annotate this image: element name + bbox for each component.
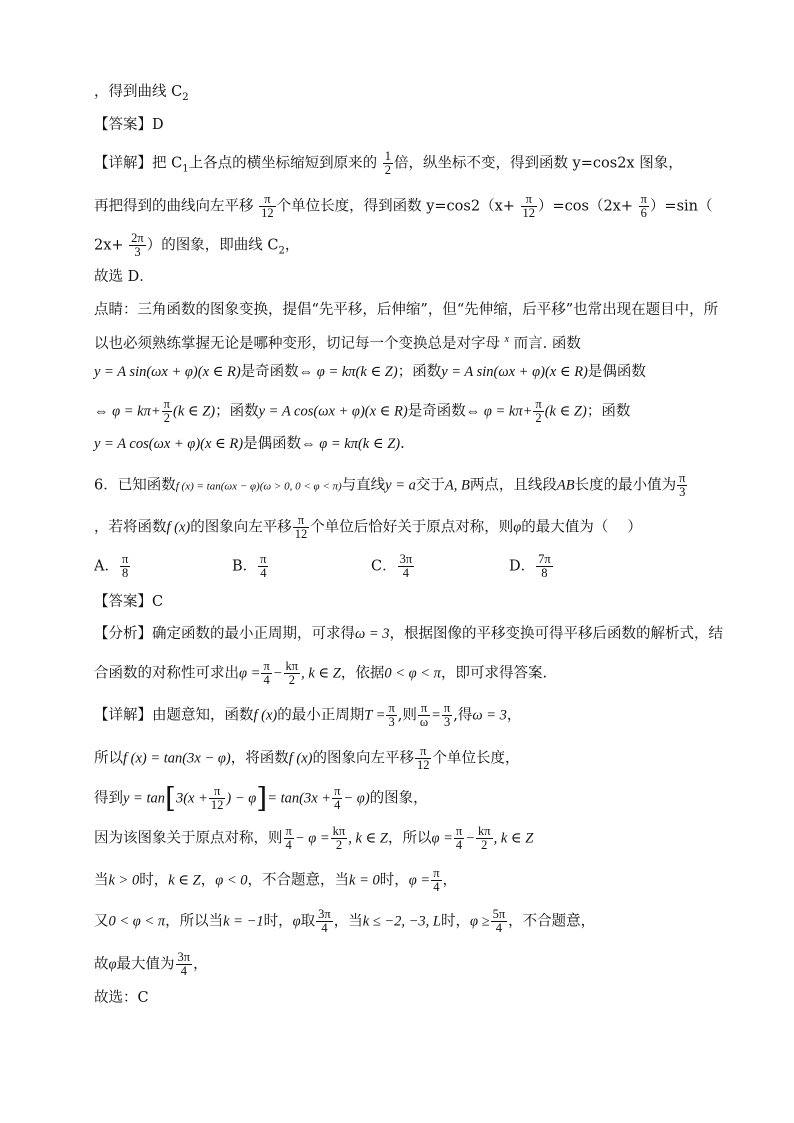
text: 最大值为 <box>116 956 175 973</box>
text: ，即可求得答案. <box>440 665 548 682</box>
text: ；函数 <box>215 403 259 420</box>
text-line <box>94 908 595 935</box>
text: ）=sin（ <box>649 198 713 215</box>
text: ，根据图像的平移变换可得平移后函数的解析式，结 <box>389 626 724 642</box>
fraction: $\frac{\pi}{12}$ <box>416 744 430 772</box>
text-line: 得到y = tan[3(x + $\frac{\pi}{12}$ ) − φ]= tan(3x + $\frac{\pi}{4}$ − φ)的图象， <box>94 781 428 815</box>
text: ，不合题意，当 <box>247 872 350 889</box>
math: y = A cos(ωx + φ)(x ∈ R) <box>94 436 244 452</box>
fraction: $\frac{\pi}{3}$ <box>388 701 395 729</box>
text: ，若将函数 <box>94 519 167 536</box>
text: ， <box>506 707 522 724</box>
text: ,得 <box>453 707 473 724</box>
text: 而言. 函数 <box>513 335 581 352</box>
fraction: $\frac{\pi}{12}$ <box>522 192 536 220</box>
fraction: $\frac{\pi}{3}$ <box>679 471 686 499</box>
text: 【详解】把 C <box>94 155 183 172</box>
text: 两点，且线段 <box>469 477 557 494</box>
math: φ = <box>431 830 453 847</box>
option-d <box>509 553 554 580</box>
math: (k ∈ Z) <box>544 403 587 420</box>
text: ， <box>442 872 458 889</box>
text: 故 <box>94 956 109 973</box>
fraction: $\frac{\pi}{3}$ <box>443 701 451 729</box>
question-line <box>94 514 642 541</box>
text: 以也必须熟练掌握无论是哪种变形，切记每一个变换总是对字母 <box>94 335 500 352</box>
text: A． <box>94 558 119 575</box>
text-line <box>94 660 547 687</box>
text: 【详解】由题意知，函数 <box>94 707 254 724</box>
text: D． <box>509 558 536 575</box>
text: 所以 <box>94 750 123 767</box>
text-line <box>94 951 208 978</box>
text: 当 <box>94 872 109 889</box>
text-line <box>94 825 533 852</box>
math: y = tan <box>123 790 165 807</box>
text: 故选 D． <box>94 269 154 285</box>
math: ⇔ φ = kπ(k ∈ Z) <box>301 436 401 452</box>
text-line <box>94 150 683 179</box>
text: 是偶函数 <box>587 364 646 380</box>
text: 取 <box>300 913 316 930</box>
math: 0 < φ < π <box>108 913 166 930</box>
math: x <box>504 334 510 345</box>
fraction: $\frac{\pi}{4}$ <box>455 824 463 852</box>
text-line <box>94 362 646 382</box>
math: f (x) <box>166 519 191 536</box>
math: − φ = <box>294 830 330 847</box>
text: 的最小正周期 <box>277 707 365 724</box>
fraction: $\frac{3\pi}{4}$ <box>399 552 413 580</box>
text: 交于 <box>415 477 445 494</box>
math: k ≤ −2, −3, L <box>362 913 441 930</box>
text: 时， <box>139 872 169 889</box>
math: AB <box>556 477 575 494</box>
math: , k ∈ Z <box>301 665 341 682</box>
text-line <box>94 300 718 320</box>
text: . <box>400 436 405 452</box>
subscript: 2 <box>182 91 189 103</box>
fraction: $\frac{\pi}{12}$ <box>294 513 308 541</box>
text: ，将函数 <box>230 750 289 767</box>
text: 点睛：三角函数的图象变换，提倡“先平移，后伸缩”，但“先伸缩，后平移”也常出现在题目中，所 <box>94 302 719 318</box>
text: 的最大值为（ ） <box>521 519 642 536</box>
option-a <box>94 553 131 580</box>
text: B． <box>232 558 258 575</box>
fraction: $\frac{2\pi}{3}$ <box>131 231 144 259</box>
fraction: $\frac{k\pi}{2}$ <box>285 659 299 687</box>
fraction: $\frac{\pi}{4}$ <box>260 552 267 580</box>
math: φ < 0 <box>215 872 248 889</box>
text: ）=cos（2x+ <box>538 198 634 215</box>
text: ，当 <box>333 913 363 930</box>
math: (k ∈ Z) <box>172 403 216 420</box>
text-line <box>94 82 189 108</box>
text: 与直线 <box>341 477 386 494</box>
text: 个单位长度，得到函数 y=cos2（x+ <box>276 198 515 215</box>
subscript: 1 <box>182 163 189 175</box>
math: ⇔ φ = kπ+ <box>94 403 161 420</box>
math: φ ≥ <box>470 913 490 930</box>
text: 的图象向左平移 <box>190 519 292 536</box>
text: ，不合题意， <box>508 913 596 930</box>
text-line <box>94 330 581 354</box>
text: 时， <box>441 913 470 930</box>
text: ， <box>193 956 208 973</box>
text: 个单位长度， <box>432 750 520 767</box>
text-line <box>94 232 299 261</box>
text-line <box>94 745 519 772</box>
text: ， <box>284 237 300 254</box>
fraction: $\frac{\pi}{4}$ <box>433 866 440 894</box>
fraction: $\frac{\pi}{2}$ <box>535 397 542 425</box>
text: 再把得到的曲线向左平移 <box>94 198 254 215</box>
fraction: $\frac{\pi}{4}$ <box>334 784 341 812</box>
math: φ = <box>239 665 261 682</box>
math: f (x) = tan(3x − φ) <box>123 750 231 767</box>
text: ；函数 <box>586 403 631 420</box>
math: − φ) <box>343 790 370 807</box>
option-c <box>371 553 415 580</box>
text: 【答案】D <box>94 117 164 133</box>
text: 是奇函数 <box>407 403 466 420</box>
math: y = A sin(ωx + φ)(x ∈ R) <box>441 364 588 380</box>
math: ) − φ <box>226 790 257 807</box>
subscript: 2 <box>278 245 285 257</box>
text: 故选：C <box>94 990 149 1006</box>
text: 【答案】C <box>94 594 164 610</box>
math: ω = 3 <box>355 626 390 642</box>
math: − <box>272 665 283 682</box>
math: 0 < φ < π <box>384 665 441 682</box>
math: y = a <box>385 477 416 494</box>
fraction: $\frac{\pi}{12}$ <box>261 192 274 220</box>
fraction: $\frac{\pi}{8}$ <box>121 552 129 580</box>
text-line <box>94 267 154 287</box>
text: 6．已知函数 <box>94 477 176 494</box>
text: 【分析】确定函数的最小正周期，可求得 <box>94 626 355 642</box>
fraction: $\frac{3\pi}{4}$ <box>177 950 191 978</box>
fraction: $\frac{\pi}{12}$ <box>210 784 224 812</box>
text: ，依据 <box>340 665 385 682</box>
math: k = −1 <box>223 913 264 930</box>
math: = <box>431 707 441 724</box>
math: T = <box>364 707 386 724</box>
math: , k ∈ Z <box>348 830 388 847</box>
text: ，所以 <box>387 830 432 847</box>
text: 时， <box>263 913 293 930</box>
text: 的图象向左平移 <box>312 750 414 767</box>
text-line <box>94 434 405 454</box>
fraction: $\frac{7\pi}{8}$ <box>538 552 551 580</box>
text: ，所以当 <box>165 913 224 930</box>
text-line <box>94 988 149 1008</box>
fraction: $\frac{\pi}{\omega}$ <box>419 701 429 729</box>
math: = tan(3x + <box>267 790 332 807</box>
text: C． <box>371 558 397 575</box>
fraction: $\frac{k\pi}{2}$ <box>478 824 491 852</box>
math: k = 0 <box>349 872 380 889</box>
fraction: $\frac{5\pi}{4}$ <box>492 907 506 935</box>
math: ω = 3 <box>472 707 507 724</box>
text: ， <box>200 872 216 889</box>
answer-label <box>94 115 164 135</box>
text: 因为该图象关于原点对称，则 <box>94 830 283 847</box>
text: 时， <box>379 872 409 889</box>
fraction: $\frac{\pi}{4}$ <box>263 659 270 687</box>
math: k > 0 <box>108 872 140 889</box>
text-line <box>94 398 630 425</box>
fraction: $\frac{3\pi}{4}$ <box>318 907 331 935</box>
text: 的图象， <box>369 790 428 807</box>
math: f (x) <box>288 750 313 767</box>
text: ，得到曲线 C <box>94 84 183 100</box>
text: 又 <box>94 913 109 930</box>
math: φ = <box>408 872 431 889</box>
math: φ <box>513 519 522 536</box>
text: 上各点的横坐标缩短到原来的 <box>188 155 378 172</box>
fraction: $\frac{\pi}{6}$ <box>640 192 647 220</box>
option-b <box>232 553 269 580</box>
fraction: $\frac{1}{2}$ <box>384 149 391 177</box>
math: y = A cos(ωx + φ)(x ∈ R) <box>258 403 408 420</box>
math: φ <box>292 913 301 930</box>
math: , k ∈ Z <box>493 830 534 847</box>
math: φ <box>108 956 117 973</box>
math: k ∈ Z <box>168 872 201 889</box>
text-line <box>94 702 521 729</box>
text: 倍，纵坐标不变，得到函数 y=cos2x 图象， <box>393 155 683 172</box>
math: ⇔ φ = kπ+ <box>465 403 533 420</box>
math: f (x) <box>253 707 278 724</box>
math: − <box>465 830 475 847</box>
text: ,则 <box>397 707 417 724</box>
question-line <box>94 472 688 499</box>
text: 长度的最小值为 <box>574 477 677 494</box>
math: f (x) = tan(ωx − φ)(ω > 0, 0 < φ < π) <box>175 480 342 493</box>
math: A, B <box>444 477 470 494</box>
fraction: $\frac{\pi}{4}$ <box>285 824 292 852</box>
text-line <box>94 867 457 894</box>
text-line <box>94 193 713 220</box>
text: 个单位后恰好关于原点对称，则 <box>310 519 514 536</box>
text: 合函数的对称性可求出 <box>94 665 239 682</box>
text: 是偶函数 <box>243 436 302 452</box>
text: ）的图象，即曲线 C <box>146 237 279 254</box>
text: ；函数 <box>397 364 442 380</box>
math: ⇔ φ = kπ(k ∈ Z) <box>298 364 398 380</box>
math: y = A sin(ωx + φ)(x ∈ R) <box>94 364 241 380</box>
math: 3(x + <box>175 790 208 807</box>
text-line <box>94 624 723 644</box>
text: 是奇函数 <box>240 364 299 380</box>
text: 2x+ <box>94 237 124 254</box>
fraction: $\frac{k\pi}{2}$ <box>332 824 346 852</box>
answer-label <box>94 592 163 612</box>
text: 得到 <box>94 790 123 807</box>
fraction: $\frac{\pi}{2}$ <box>163 397 170 425</box>
